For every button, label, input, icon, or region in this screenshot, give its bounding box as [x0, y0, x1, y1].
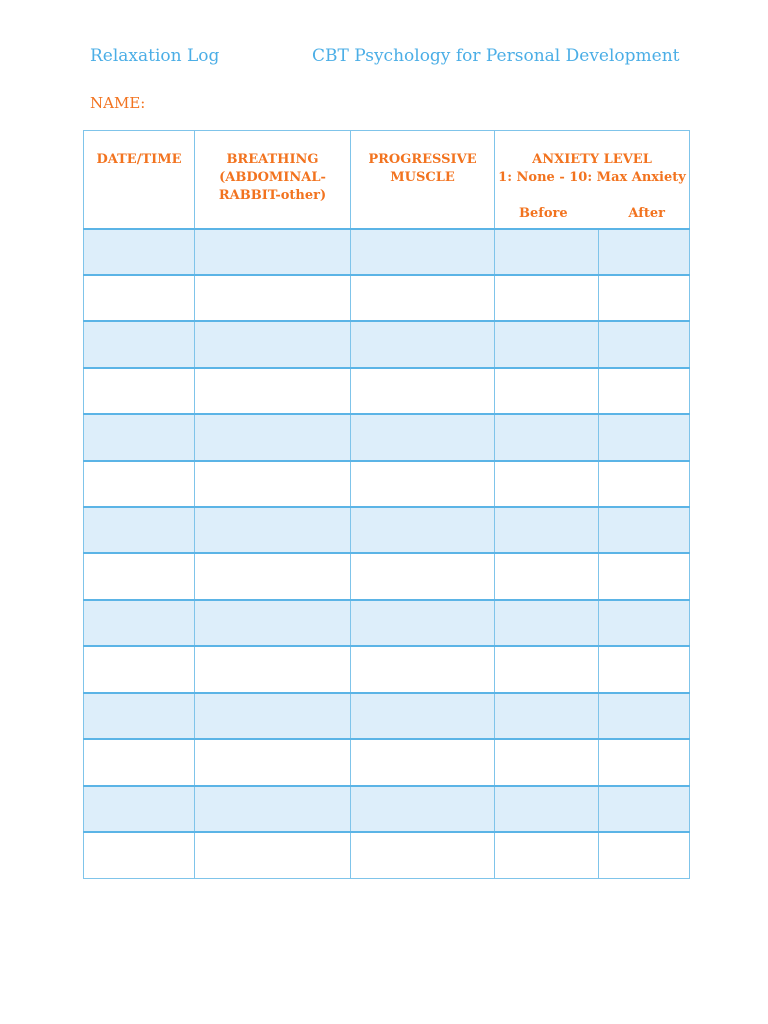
progressive-muscle-cell[interactable]	[351, 786, 495, 832]
breathing-cell[interactable]	[195, 832, 351, 879]
date-time-cell[interactable]	[84, 507, 195, 553]
breathing-cell[interactable]	[195, 321, 351, 367]
table-row	[84, 553, 690, 599]
table-header-row	[84, 131, 690, 229]
anxiety-after-cell[interactable]	[599, 693, 690, 739]
table-body	[84, 229, 690, 879]
breathing-cell[interactable]	[195, 461, 351, 507]
progressive-muscle-cell[interactable]	[351, 461, 495, 507]
progressive-muscle-cell[interactable]	[351, 553, 495, 599]
breathing-cell[interactable]	[195, 275, 351, 321]
anxiety-before-cell[interactable]	[495, 600, 599, 646]
anxiety-after-cell[interactable]	[599, 600, 690, 646]
column-header-progressive-muscle	[351, 131, 495, 229]
breathing-cell[interactable]	[195, 229, 351, 275]
date-time-cell[interactable]	[84, 693, 195, 739]
date-time-cell[interactable]	[84, 414, 195, 460]
date-time-cell[interactable]	[84, 229, 195, 275]
anxiety-after-cell[interactable]	[599, 321, 690, 367]
anxiety-before-cell[interactable]	[495, 275, 599, 321]
breathing-cell[interactable]	[195, 368, 351, 414]
breathing-cell[interactable]	[195, 786, 351, 832]
breathing-cell[interactable]	[195, 414, 351, 460]
anxiety-after-cell[interactable]	[599, 229, 690, 275]
table-row	[84, 368, 690, 414]
date-time-cell[interactable]	[84, 461, 195, 507]
progressive-muscle-cell[interactable]	[351, 646, 495, 692]
table-row	[84, 786, 690, 832]
log-title: Relaxation Log	[90, 46, 220, 66]
table-row	[84, 414, 690, 460]
column-header-anxiety-level	[495, 131, 690, 229]
breathing-cell[interactable]	[195, 693, 351, 739]
anxiety-before-cell[interactable]	[495, 368, 599, 414]
anxiety-after-cell[interactable]	[599, 832, 690, 879]
relaxation-log-table	[83, 130, 690, 879]
progressive-muscle-cell[interactable]	[351, 832, 495, 879]
breathing-cell[interactable]	[195, 739, 351, 785]
table-row	[84, 461, 690, 507]
name-label: NAME:	[90, 94, 146, 112]
anxiety-before-cell[interactable]	[495, 414, 599, 460]
date-time-cell[interactable]	[84, 275, 195, 321]
anxiety-after-cell[interactable]	[599, 414, 690, 460]
column-header-breathing	[195, 131, 351, 229]
progressive-muscle-cell[interactable]	[351, 321, 495, 367]
anxiety-after-cell[interactable]	[599, 507, 690, 553]
anxiety-before-cell[interactable]	[495, 832, 599, 879]
page-header	[90, 46, 690, 72]
anxiety-after-cell[interactable]	[599, 786, 690, 832]
progressive-muscle-cell[interactable]	[351, 693, 495, 739]
anxiety-label-line-2: 1: None - 10: Max Anxiety	[498, 170, 686, 185]
table-row	[84, 507, 690, 553]
date-time-cell[interactable]	[84, 739, 195, 785]
breathing-label-line-2: (ABDOMINAL-	[219, 170, 326, 185]
table-row	[84, 229, 690, 275]
table-row	[84, 275, 690, 321]
after-label: After	[628, 206, 665, 221]
date-time-cell[interactable]	[84, 553, 195, 599]
breathing-cell[interactable]	[195, 646, 351, 692]
anxiety-after-cell[interactable]	[599, 461, 690, 507]
column-header-date-time	[84, 131, 195, 229]
anxiety-before-cell[interactable]	[495, 553, 599, 599]
anxiety-before-cell[interactable]	[495, 321, 599, 367]
date-time-cell[interactable]	[84, 786, 195, 832]
log-subtitle: CBT Psychology for Personal Development	[312, 46, 680, 66]
anxiety-after-cell[interactable]	[599, 275, 690, 321]
table-row	[84, 600, 690, 646]
table-row	[84, 832, 690, 879]
date-time-cell[interactable]	[84, 646, 195, 692]
anxiety-after-cell[interactable]	[599, 646, 690, 692]
anxiety-before-cell[interactable]	[495, 507, 599, 553]
progressive-muscle-cell[interactable]	[351, 600, 495, 646]
before-label: Before	[519, 206, 568, 221]
date-time-cell[interactable]	[84, 600, 195, 646]
anxiety-after-cell[interactable]	[599, 553, 690, 599]
anxiety-before-cell[interactable]	[495, 646, 599, 692]
progressive-muscle-cell[interactable]	[351, 368, 495, 414]
date-time-cell[interactable]	[84, 321, 195, 367]
anxiety-after-cell[interactable]	[599, 368, 690, 414]
breathing-cell[interactable]	[195, 600, 351, 646]
date-time-label: DATE/TIME	[96, 152, 182, 167]
date-time-cell[interactable]	[84, 368, 195, 414]
anxiety-label-line-1: ANXIETY LEVEL	[532, 152, 652, 167]
anxiety-before-cell[interactable]	[495, 693, 599, 739]
breathing-label-line-1: BREATHING	[226, 152, 319, 167]
progressive-muscle-cell[interactable]	[351, 739, 495, 785]
anxiety-before-cell[interactable]	[495, 739, 599, 785]
anxiety-before-cell[interactable]	[495, 786, 599, 832]
anxiety-before-cell[interactable]	[495, 229, 599, 275]
breathing-cell[interactable]	[195, 553, 351, 599]
progressive-label-line-2: MUSCLE	[390, 170, 455, 185]
table-row	[84, 693, 690, 739]
table-row	[84, 646, 690, 692]
progressive-muscle-cell[interactable]	[351, 229, 495, 275]
anxiety-before-cell[interactable]	[495, 461, 599, 507]
progressive-muscle-cell[interactable]	[351, 414, 495, 460]
table-row	[84, 321, 690, 367]
progressive-muscle-cell[interactable]	[351, 275, 495, 321]
anxiety-after-cell[interactable]	[599, 739, 690, 785]
breathing-cell[interactable]	[195, 507, 351, 553]
table-row	[84, 739, 690, 785]
progressive-muscle-cell[interactable]	[351, 507, 495, 553]
breathing-label-line-3: RABBIT-other)	[218, 188, 327, 203]
progressive-label-line-1: PROGRESSIVE	[368, 152, 477, 167]
date-time-cell[interactable]	[84, 832, 195, 879]
